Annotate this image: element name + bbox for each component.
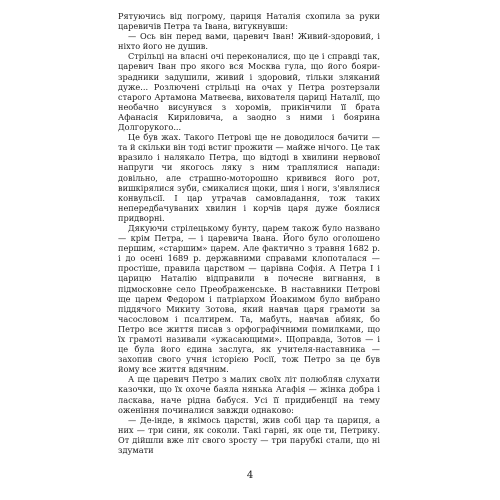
paragraph: Дякуючи стрілецькому бунту, царем також було названо — крім Петра, — і царевича Івана. Його було оголошено першим, «старшим» царем. Але фактично з травня 1682 р. і до осені 1689 р. державними справами клопоталася — простіше, правила царством — царівна Софія. А Петра І і царицю Наталію відправили в почесне вигнання, в підмосковне село Преображенське. В наставники Петрові ще царем Федором і патріархом Йоакимом було вибрано піддячого Микиту Зотова, який навчав царя грамоти за часословом і псалтирем. Та, мабуть, навчав абияк, бо Петро все життя писав з орфографічними помилками, що їх грамоті називали «ужасающими». Щоправда, Зотов — і це була його єдина заслуга, як учителя-наставника — захопив свого учня історією Росії, тож Петро за це був йому все життя вдячним. xyxy=(118,222,380,375)
paragraph: — Ось він перед вами, царевич Іван! Живий-здоровий, і ніхто його не душив. xyxy=(118,31,380,52)
page-number: 4 xyxy=(246,470,254,481)
paragraph: Стрільці на власні очі переконалися, що це і справді так, царевич Іван про якого вся Москва гула, що його бояри-зрадники задушили, живий і здоровий, тільки зляканий дуже... Розлючені стрільці на очах у Петра розтерзали старого Артамона Матвеєва, вихователя цариці Наталії, що необачно висунувся з хоромів, прикінчили її брата Афанасія Кириловича, а заодно з ними і боярина Долгорукого... xyxy=(118,51,380,133)
paragraph: Це був жах. Такого Петрові ще не доводилося бачити — та й скільки він тоді встиг прожити — майже нічого. Це так вразило і налякало Петра, що відтоді в хвилини нервової напруги чи якогось ляку з ним траплялися напади: довільно, але страшно-моторошно кривився його рот, вишкірялися зуби, смикалися щоки, шия і ноги, з'являлися конвульсії. І цар утрачав самовладання, тож таких непередбачуваних хвилин і корчів цаpя дуже боялися придворні. xyxy=(118,132,380,223)
paragraph: Рятуючись від погрому, цариця Наталія схопила за руки царевичів Петра та Івана, вигукнувши: xyxy=(118,11,380,32)
paragraph: — Де-інде, в якімось царстві, жив собі цар та цариця, а них — три сини, як соколи. Такі гарні, як оце ти, Петрику. От дійшли вже літ свого зросту — три парубкі стали, що ні здумати xyxy=(118,414,380,456)
body-text xyxy=(118,11,380,455)
paragraph: А ще царевич Петро з малих своїх літ полюбляв слухати казочки, що їх охоче баяла нянька Агафія — жінка добра і ласкава, наче рідна бабуся. Усі її придибенції на тему оженіння починалися завжди однаково: xyxy=(118,374,380,415)
